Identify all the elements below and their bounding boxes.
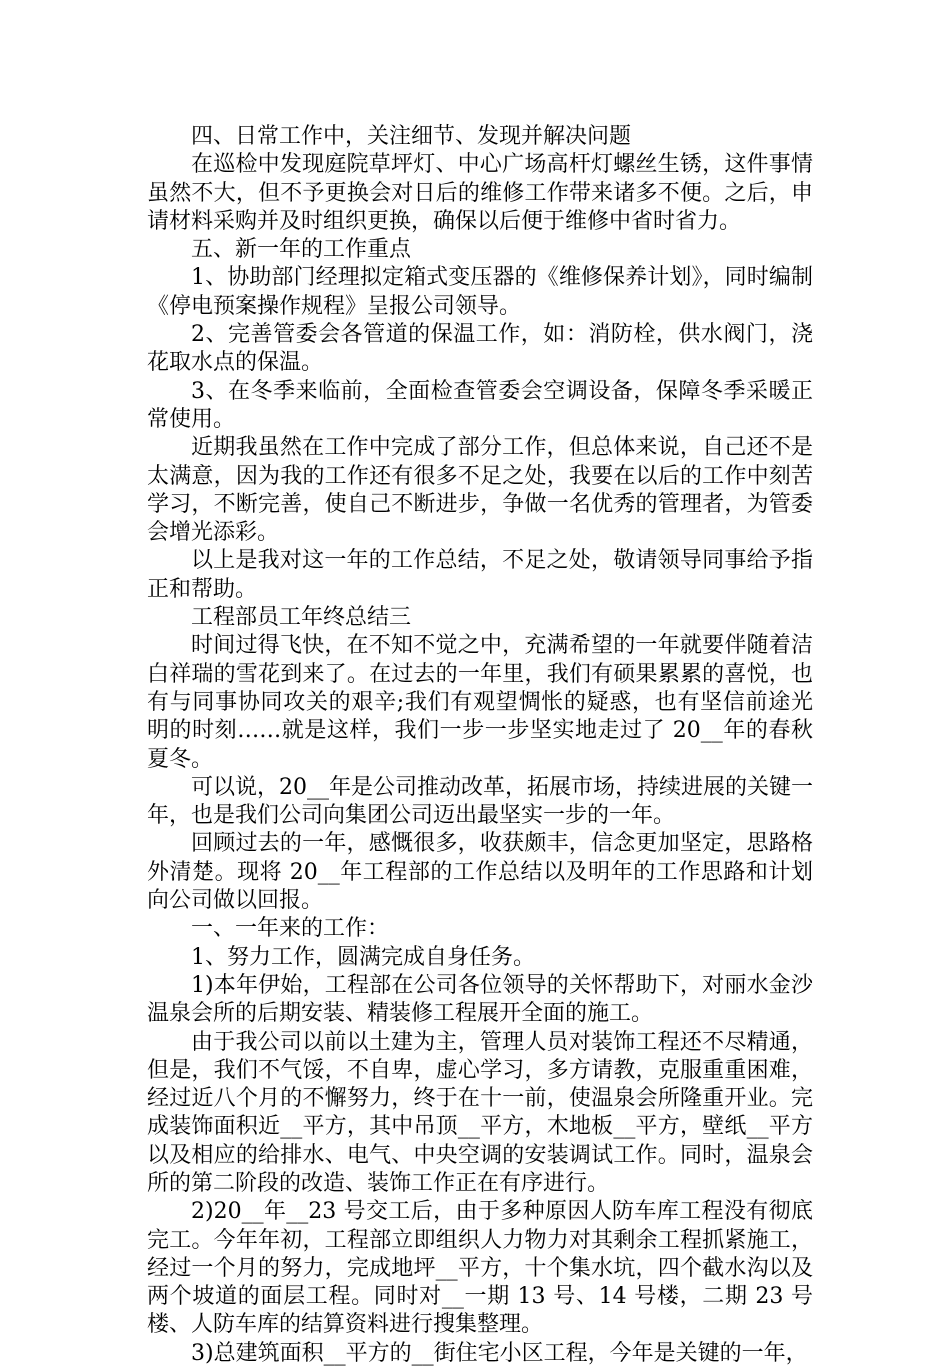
document-page	[147, 123, 813, 1368]
paragraph-closing: 以上是我对这一年的工作总结，不足之处，敬请领导同事给予指正和帮助。	[147, 548, 813, 602]
section-heading-year-work: 一、一年来的工作：	[191, 916, 390, 942]
list-item-pipe-insulation: 2、完善管委会各管道的保温工作，如：消防栓，供水阀门，浇花取水点的保温。	[147, 322, 813, 376]
paragraph-key-year: 可以说，20__年是公司推动改革，拓展市场，持续进展的关键一年，也是我们公司向集团公司迈出最坚实一步的一年。	[147, 774, 813, 829]
paragraph-inspection: 在巡检中发现庭院草坪灯、中心广场高杆灯螺丝生锈，这件事情虽然不大，但不予更换会对日后的维修工作带来诸多不便。之后，申请材料采购并及时组织更换，确保以后便于维修中省时省力。	[147, 152, 813, 234]
section-heading-daily-work: 四、日常工作中，关注细节、发现并解决问题	[191, 124, 632, 149]
paragraph-decoration-work: 由于我公司以前以土建为主，管理人员对装饰工程还不尽精通，但是，我们不气馁，不自卑，虚心学习，多方请教，克服重重困难，经过近八个月的不懈努力，终于在十一前，使温泉会所隆重开业。完成装饰面积近__平方，其中吊顶__平方，木地板__平方，壁纸__平方以及相应的给排水、电气、中央空调的安装调试工作。同时，温泉会所的第二阶段的改造、装饰工作正在有序进行。	[147, 1029, 813, 1196]
list-item-maintenance-plan: 1、协助部门经理拟定箱式变压器的《维修保养计划》，同时编制《停电预案操作规程》呈报公司领导。	[147, 265, 813, 319]
paragraph-review: 回顾过去的一年，感慨很多，收获颇丰，信念更加坚定，思路格外清楚。现将 20__年工程部的工作总结以及明年的工作思路和计划向公司做以回报。	[147, 831, 813, 914]
section-title-summary-three: 工程部员工年终总结三	[191, 605, 412, 631]
paragraph-self-assessment: 近期我虽然在工作中完成了部分工作，但总体来说，自己还不是太满意，因为我的工作还有很多不足之处，我要在以后的工作中刻苦学习，不断完善，使自己不断进步，争做一名优秀的管理者，为管委会增光添彩。	[147, 435, 813, 546]
list-item-residential-project: 3)总建筑面积__平方的__街住宅小区工程，今年是关键的一年，	[191, 1340, 808, 1366]
section-heading-new-year-focus: 五、新一年的工作重点	[191, 237, 412, 263]
list-item-garage-project: 2)20__年__23 号交工后，由于多种原因人防车库工程没有彻底完工。今年年初，工程部立即组织人力物力对其剩余工程抓紧施工，经过一个月的努力，完成地坪__平方，十个集水坑，四个截水沟以及两个坡道的面层工程。同时对__一期 13 号、14 号楼，二期 23 号楼、人防车库的结算资料进行搜集整理。	[147, 1199, 813, 1338]
paragraph-time-flies: 时间过得飞快，在不知不觉之中，充满希望的一年就要伴随着洁白祥瑞的雪花到来了。在过去的一年里，我们有硕果累累的喜悦，也有与同事协同攻关的艰辛;我们有观望惆怅的疑惑，也有坚信前途光明的时刻……就是这样，我们一步一步坚实地走过了 20__年的春秋夏冬。	[147, 633, 813, 772]
list-item-complete-tasks: 1、努力工作，圆满完成自身任务。	[191, 944, 535, 970]
list-item-hot-spring-project: 1)本年伊始，工程部在公司各位领导的关怀帮助下，对丽水金沙温泉会所的后期安装、精装修工程展开全面的施工。	[147, 972, 813, 1027]
list-item-air-conditioning: 3、在冬季来临前，全面检查管委会空调设备，保障冬季采暖正常使用。	[147, 378, 813, 432]
